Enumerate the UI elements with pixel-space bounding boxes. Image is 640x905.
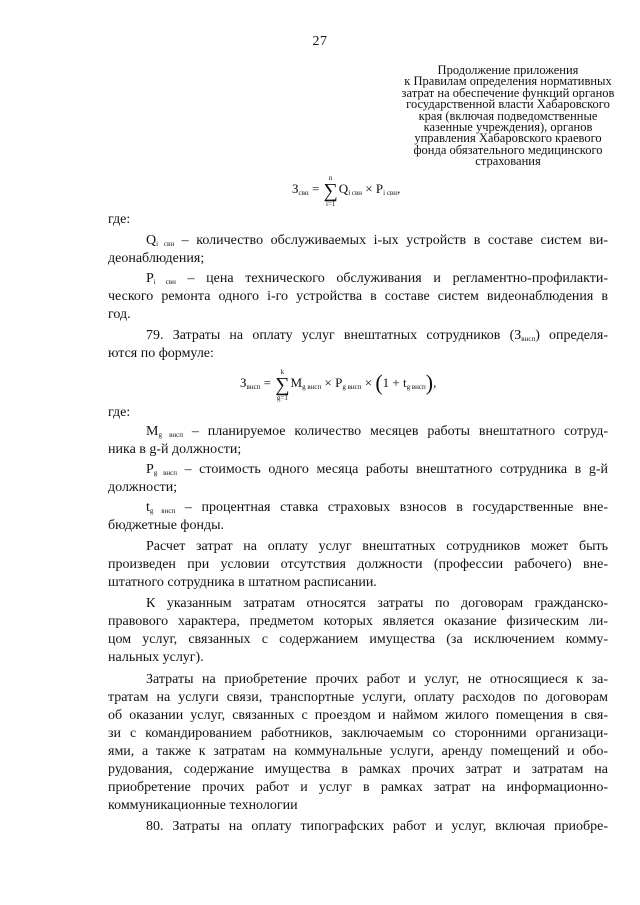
definition-text: – планируемое количество месяцев работы внештатного сотруд- xyxy=(182,424,609,439)
header-line: управления Хабаровского краевого xyxy=(414,131,602,146)
definition-symbol: Mg внсп xyxy=(146,424,183,439)
paragraph-line: нальных услуг). xyxy=(108,650,204,665)
page-number: 27 xyxy=(312,34,328,49)
item-text: ) определя- xyxy=(535,328,609,343)
sum-upper-limit: k xyxy=(280,368,285,376)
where-label: где: xyxy=(108,405,131,420)
definition-text: – процентная ставка страховых взносов в государственные вне- xyxy=(175,500,608,515)
formula-comma: , xyxy=(433,375,437,390)
formula-paren: ( xyxy=(375,370,383,395)
header-line: к Правилам определения нормативных xyxy=(404,74,612,89)
formula-symbol: Q xyxy=(338,181,349,196)
appendix-header xyxy=(372,65,640,168)
header-line: фонда обязательного медицинского xyxy=(413,142,603,157)
item-79-cont: ются по формуле: xyxy=(108,346,214,361)
definition-text: – цена технического обслуживания и регламентно-профилакти- xyxy=(175,271,608,286)
formula-term: 1 + t xyxy=(382,375,407,390)
paragraph-line: К указанным затратам относятся затраты по договорам гражданско- xyxy=(146,596,608,611)
paragraph-line: зи с командированием работников, заключаемым со сторонними организаци- xyxy=(108,726,608,741)
sum-lower-limit: g=1 xyxy=(276,394,288,402)
formula-times: × xyxy=(324,375,332,390)
formula-symbol: M xyxy=(290,375,303,390)
definition-m-cont: ника в g-й должности; xyxy=(108,442,242,457)
formula-subscript: g внсп xyxy=(302,383,322,391)
sum-sign: ∑ k g=1 xyxy=(275,368,290,402)
formula-times: × xyxy=(365,181,373,196)
formula-subscript: i свн xyxy=(348,189,363,197)
header-line: затрат на обеспечение функций органов xyxy=(401,85,615,100)
header-line: края (включая подведомственные xyxy=(418,108,598,123)
paragraph-line: правового характера, предметом которых является оказание физическим ли- xyxy=(108,614,608,629)
formula-symbol: P xyxy=(375,181,384,196)
where-label: где: xyxy=(108,212,131,227)
item-80-heading: 80. Затраты на оплату типографских работ и услуг, включая приобре- xyxy=(146,819,608,834)
formula-subscript: внсп xyxy=(246,383,261,391)
formula-equals: = xyxy=(263,375,272,390)
definition-symbol: Pg внсп xyxy=(146,462,178,477)
definition-q-cont: деонаблюдения; xyxy=(108,251,205,266)
header-line: Продолжение приложения xyxy=(437,63,579,77)
formula-equals: = xyxy=(311,181,320,196)
paragraph-line: Затраты на приобретение прочих работ и услуг, не относящиеся к за- xyxy=(146,672,608,687)
formula-subscript: g внсп xyxy=(406,383,426,391)
paragraph-line: приобретение прочих работ и услуг в рамках затрат на информационно- xyxy=(108,780,608,795)
sum-upper-limit: n xyxy=(328,174,333,182)
formula-symbol: З xyxy=(240,375,247,390)
definition-symbol: tg внсп xyxy=(146,500,176,515)
definition-symbol: Звнсп xyxy=(514,328,536,343)
paragraph-line: ями, а также к затратам на коммунальные услуги, аренду помещений и обо- xyxy=(108,744,608,759)
formula-comma: , xyxy=(396,181,401,196)
paragraph-line: цом услуг, связанных с содержанием имущества (за исключением комму- xyxy=(108,632,608,647)
paragraph-line: коммуникационные технологии xyxy=(108,798,298,813)
paragraph-line: произведен при условии отсутствия должности (профессии рабочего) вне- xyxy=(108,557,608,572)
formula-times: × xyxy=(364,375,373,390)
formula-paren: ) xyxy=(425,370,434,395)
sum-lower-limit: i=1 xyxy=(325,200,336,208)
definition-text: – количество обслуживаемых i-ых устройств в составе систем ви- xyxy=(174,233,608,248)
definition-p-month-cont: должности; xyxy=(108,480,178,495)
sum-sign: ∑ n i=1 xyxy=(323,174,338,208)
definition-symbol: Qi свн xyxy=(146,233,175,248)
header-line: страхования xyxy=(475,154,541,169)
formula-subscript: g внсп xyxy=(342,383,362,391)
paragraph-line: тратам на услуги связи, транспортные услуги, оплату расходов по договорам xyxy=(108,690,608,705)
formula-subscript: i свн xyxy=(383,189,397,197)
paragraph-line: Расчет затрат на оплату услуг внештатных сотрудников может быть xyxy=(146,539,608,554)
paragraph-line: об оказании услуг, связанных с проездом и наймом жилого помещения в свя- xyxy=(108,708,608,723)
item-text: 79. Затраты на оплату услуг внештатных сотрудников ( xyxy=(146,328,515,343)
definition-p-cont: год. xyxy=(108,307,131,322)
header-line: казенные учреждения), органов xyxy=(423,120,593,135)
definition-p-cont: ческого ремонта одного i-го устройства в составе систем видеонаблюдения в xyxy=(108,289,608,304)
formula-symbol: З xyxy=(292,181,299,196)
paragraph-line: штатного сотрудника в штатном расписании. xyxy=(108,575,377,590)
formula-subscript: свн xyxy=(298,189,309,197)
formula-external-staff xyxy=(240,368,437,402)
formula-symbol: P xyxy=(335,375,343,390)
header-line: государственной власти Хабаровского xyxy=(406,97,610,112)
definition-symbol: Pi свн xyxy=(146,271,176,286)
paragraph-line: рудования, содержание имущества в рамках прочих затрат и затратам на xyxy=(108,762,608,777)
formula-video-surveillance xyxy=(292,174,401,208)
definition-text: – стоимость одного месяца работы внештатного сотрудника в g-й xyxy=(177,462,609,477)
definition-t-cont: бюджетные фонды. xyxy=(108,518,225,533)
